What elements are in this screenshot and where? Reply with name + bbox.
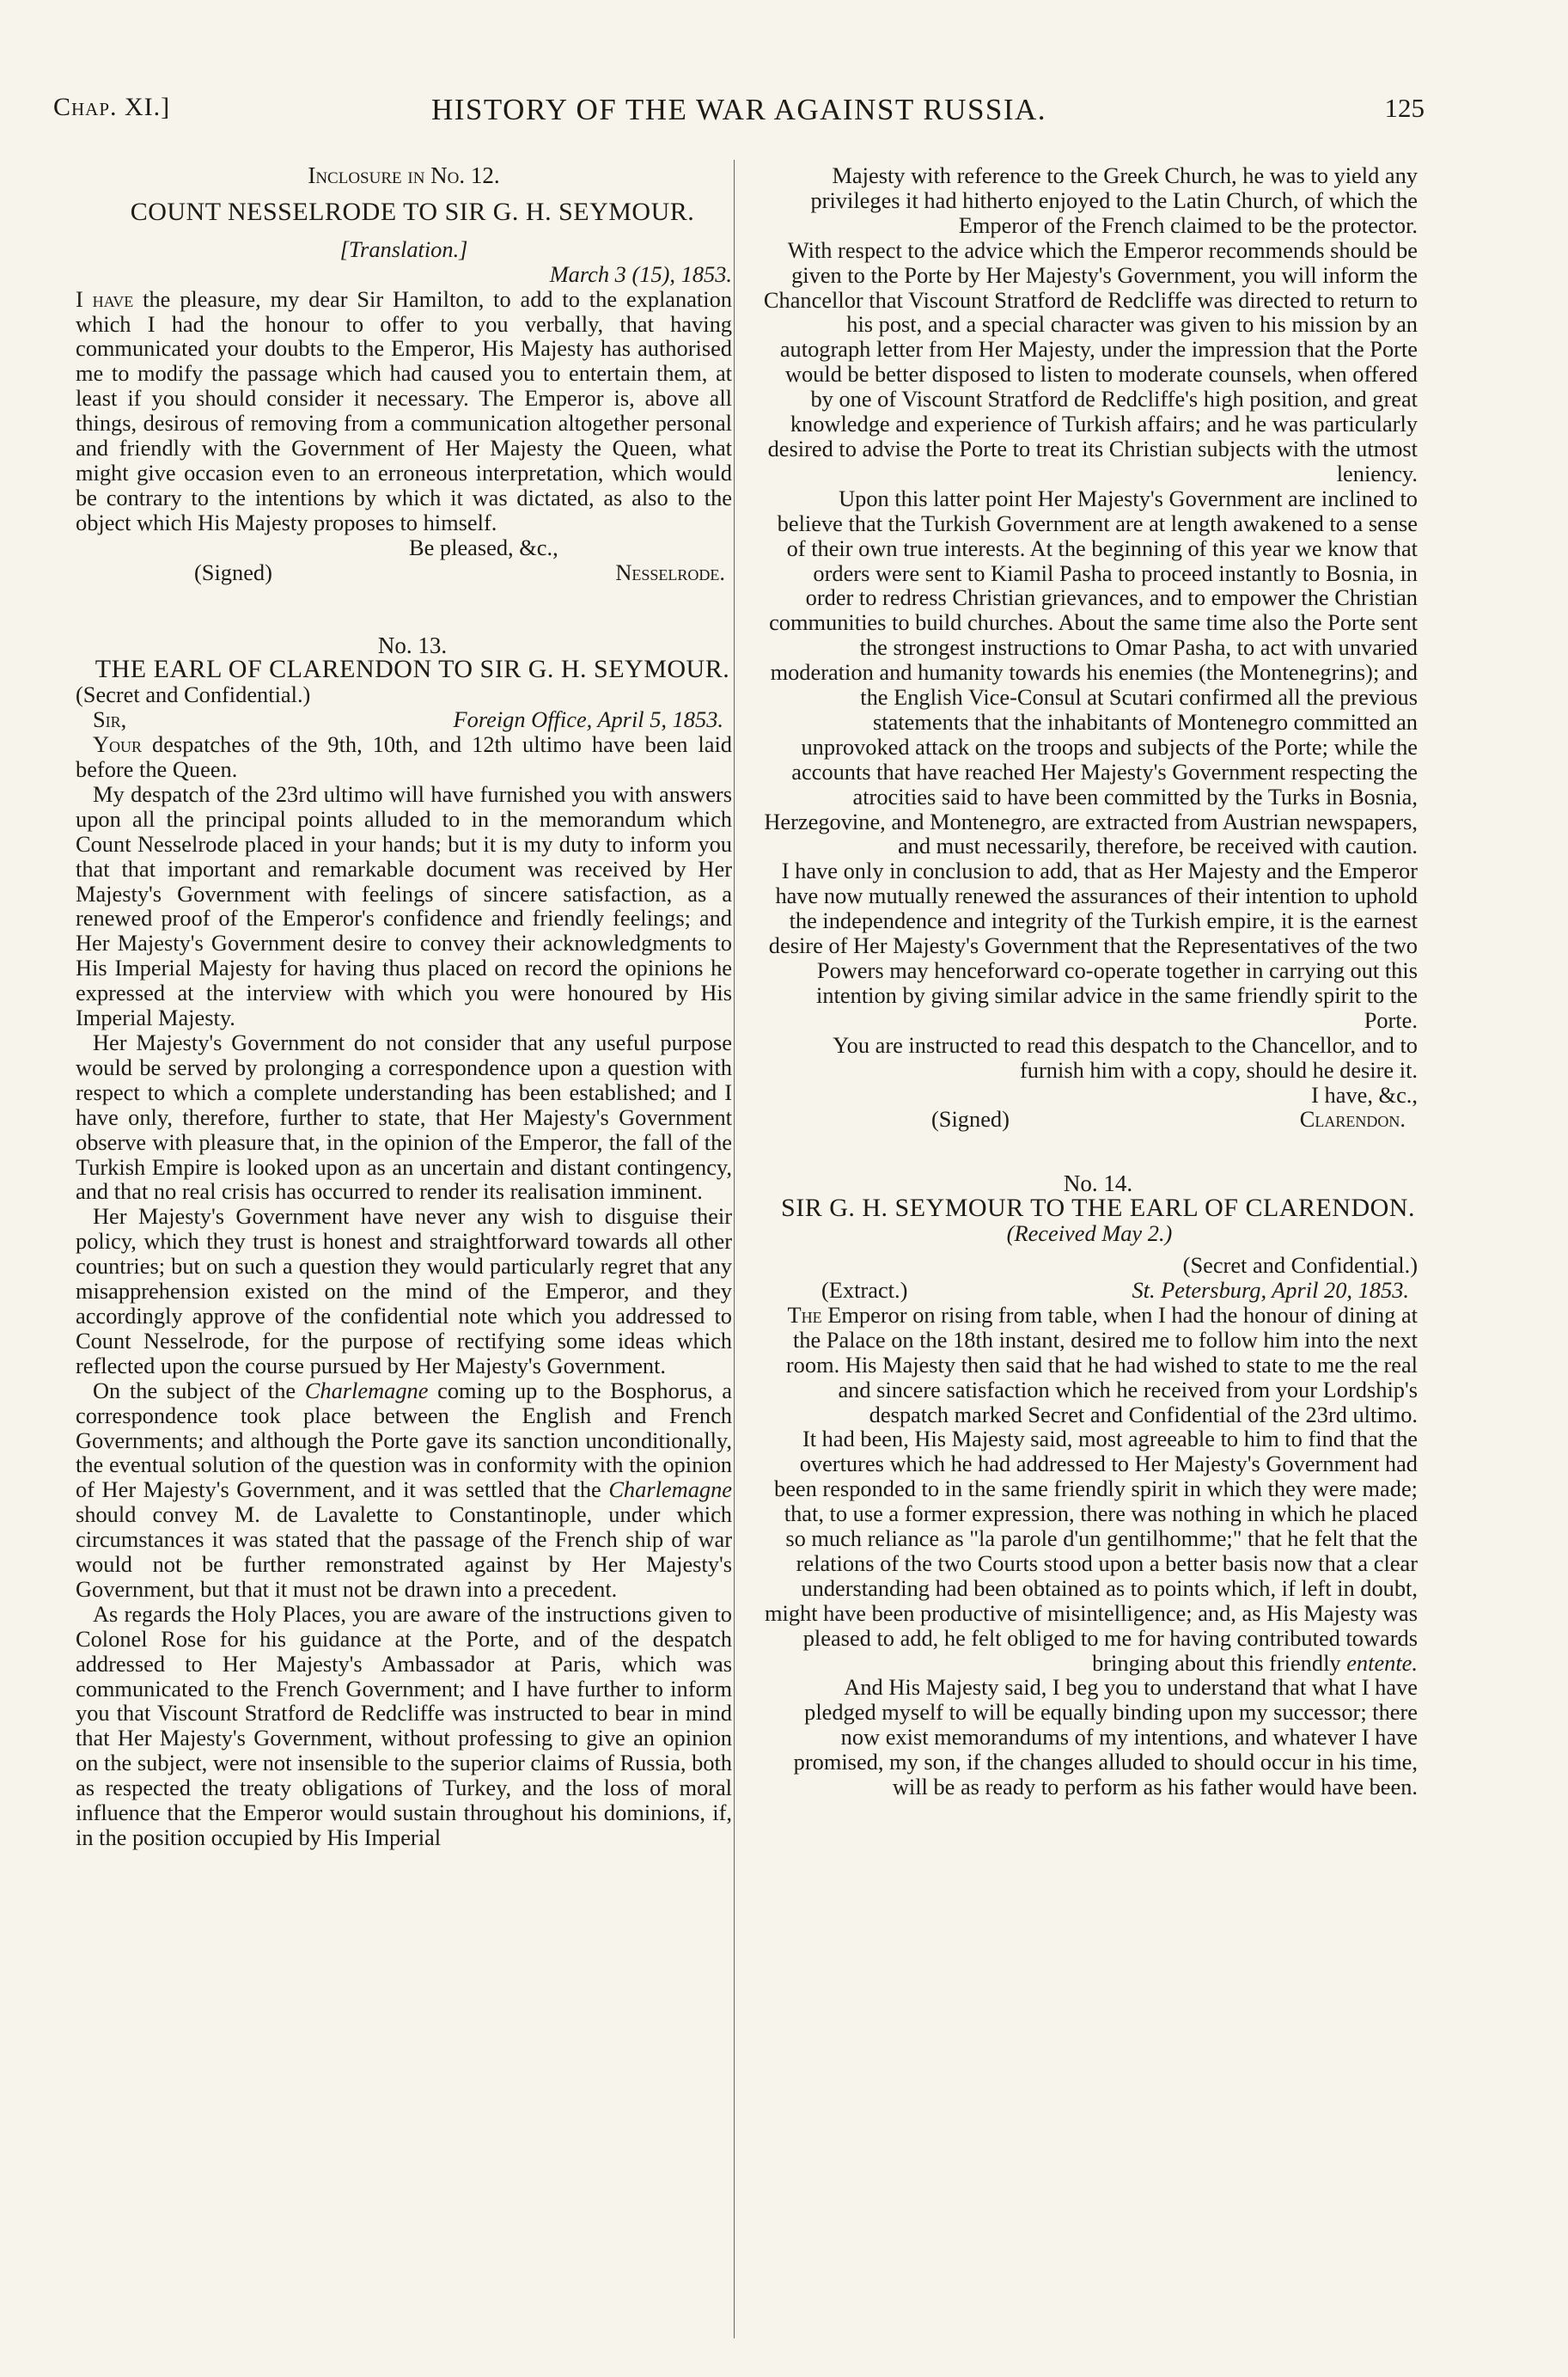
letter-title-clarendon: THE EARL OF CLARENDON TO SIR G. H. SEYMOUR. <box>95 655 730 684</box>
paragraph: I have the pleasure, my dear Sir Hamilton, to add to the explanation which I had the honour to offer to you verbally, that having communicated your doubts to the Emperor, His Majesty has authorised me to modify the passage which had caused you to entertain them, at least if you should consider it necessary. The Emperor is, above all things, desirous of removing from a communication altogether personal and friendly with the Government of Her Majesty the Queen, what might give occasion even to an erroneous interpretation, which would be contrary to the intentions by which it was dictated, as also to the object which His Majesty proposes to himself. <box>76 285 732 535</box>
received-note: (Received May 2.) <box>1006 1220 1173 1247</box>
letter-date: St. Petersburg, April 20, 1853. <box>1132 1276 1409 1303</box>
letter-date: March 3 (15), 1853. <box>549 260 732 287</box>
letter-title-seymour: SIR G. H. SEYMOUR TO THE EARL OF CLARENDON. <box>781 1194 1415 1223</box>
extract-label: (Extract.) <box>821 1276 908 1303</box>
paragraph: Your despatches of the 9th, 10th, and 12th ultimo have been laid before the Queen. <box>76 731 732 783</box>
letter-number: No. 13. <box>377 632 448 658</box>
signature-line <box>76 560 732 585</box>
paragraph: Her Majesty's Government do not consider that any useful purpose would be served by prolonging a correspondence upon a question with respect to which a complete understanding has been established; and I have only, therefore, further to state, that Her Majesty's Government observe with pleasure that, in the opinion of the Emperor, the fall of the Turkish Empire is looked upon as an uncertain and distant contingency, and that no real crisis has occurred to render its realisation imminent. <box>76 1030 732 1205</box>
salutation: Sir, <box>93 706 127 733</box>
signature-line <box>761 1107 1418 1132</box>
paragraph: On the subject of the Charlemagne coming up to the Bosphorus, a correspondence took place between the English and French Governments; and although the Porte gave its sanction unconditionally, the eventual solution of the question was in conformity with the opinion of Her Majesty's Government, and it was settled that the Charlemagne should convey M. de Lavalette to Constantinople, under which circumstances it was stated that the passage of the French ship of war would not be further remonstrated against by Her Majesty's Government, but that it must not be drawn into a precedent. <box>76 1377 732 1602</box>
signed-label: (Signed) <box>931 1106 1010 1133</box>
paragraph: My despatch of the 23rd ultimo will have furnished you with answers upon all the principal points alluded to in the memorandum which Count Nesselrode placed in your hands; but it is my duty to inform you that that important and remarkable document was received by Her Majesty's Government with feelings of sincere satisfaction, as a renewed proof of the Emperor's confidence and friendly feelings; and Her Majesty's Government desire to convey their acknowledgments to His Imperial Majesty for having thus placed on record the opinions he expressed at the interview with which you were honoured by His Imperial Majesty. <box>76 780 732 1031</box>
paragraph: Her Majesty's Government have never any wish to disguise their policy, which they trust is honest and straightforward towards all other countries; but on such a question they would particularly regret that any misapprehension existed on the mind of the Emperor, and they accordingly approve of the confidential note which you addressed to Count Nesselrode, for the purpose of rectifying some ideas which reflected upon the course pursued by Her Majesty's Government. <box>76 1203 732 1378</box>
paragraph: Upon this latter point Her Majesty's Government are inclined to believe that the Turkish Government are at length awakened to a sense of their own true interests. At the beginning of this year we know that orders were sent to Kiamil Pasha to proceed instantly to Bosnia, in order to redress Christian grievances, and to empower the Christian communities to build churches. About the same time also the Porte sent the strongest instructions to Omar Pasha, to act with unvaried moderation and humanity towards his enemies (the Montenegrins); and the English Vice-Consul at Scutari confirmed all the previous statements that the inhabitants of Montenegro committed an unprovoked attack on the troops and subjects of the Porte; while the accounts that have reached Her Majesty's Government respecting the atrocities said to have been committed by the Turks in Bosnia, Herzegovine, and Montenegro, are extracted from Austrian newspapers, and must necessarily, therefore, be received with caution. <box>764 485 1418 859</box>
translation-note: [Translation.] <box>339 235 468 262</box>
column-divider <box>734 160 735 2338</box>
paragraph: It had been, His Majesty said, most agreeable to him to find that the overtures which he had addressed to Her Majesty's Government had been responded to in the same friendly spirit in which they were made; that, to use a former expression, there was nothing in which he placed so much reliance as "la parole d'un gentilhomme;" that he felt that the relations of the two Courts stood upon a better basis now that a clear understanding had been obtained as to points which, if left in doubt, might have been productive of misintelligence; and, as His Majesty was pleased to add, he felt obliged to me for having contributed towards bringing about this friendly entente. <box>764 1426 1418 1676</box>
left-column <box>76 163 732 1850</box>
running-title: HISTORY OF THE WAR AGAINST RUSSIA. <box>430 93 1047 126</box>
paragraph: The Emperor on rising from table, when I had the honour of dining at the Palace on the 18th instant, desired me to follow him into the next room. His Majesty then said that he had wished to state to me the real and sincere satisfaction which he received from your Lordship's despatch marked Secret and Confidential of the 23rd ultimo. <box>785 1301 1418 1427</box>
page-number: 125 <box>1384 93 1425 123</box>
signed-label: (Signed) <box>194 559 272 585</box>
running-header <box>53 93 1425 132</box>
letter-title-nesselrode: COUNT NESSELRODE TO SIR G. H. SEYMOUR. <box>130 197 695 226</box>
enclosure-label: Inclosure in No. 12. <box>308 162 500 188</box>
paragraph: You are instructed to read this despatch to the Chancellor, and to furnish him with a copy, should he desire it. <box>833 1031 1418 1083</box>
confidential-note: (Secret and Confidential.) <box>76 681 311 708</box>
paragraph: With respect to the advice which the Emperor recommends should be given to the Porte by Her Majesty's Government, you will inform the Chancellor that Viscount Stratford de Redcliffe was directed to return to his post, and a special character was given to his mission by an autograph letter from Her Majesty, under the impression that the Porte would be better disposed to listen to moderate counsels, when offered by one of Viscount Stratford de Redcliffe's high position, and great knowledge and experience of Turkish affairs; and he was particularly desired to advise the Porte to treat its Christian subjects with the utmost leniency. <box>763 236 1418 486</box>
salutation-line <box>76 707 732 732</box>
signer-name: Nesselrode. <box>615 559 725 585</box>
paragraph: As regards the Holy Places, you are aware of the instructions given to Colonel Rose for his guidance at the Porte, and of the despatch addressed to Her Majesty's Ambassador at Paris, which was communicated to the French Government; and I have further to inform you that Viscount Stratford de Redcliffe was instructed to bear in mind that Her Majesty's Government, without professing to give an opinion on the subject, were not insensible to the superior claims of Russia, both as respected the treaty obligations of Turkey, and the loss of moral influence that the Emperor would sustain throughout his dominions, if, in the position occupied by His Imperial <box>76 1600 732 1850</box>
paragraph: Majesty with reference to the Greek Church, he was to yield any privileges it had hitherto enjoyed to the Latin Church, of which the Emperor of the French claimed to be the protector. <box>810 162 1418 238</box>
closing: Be pleased, &c., <box>409 534 558 560</box>
letter-date: Foreign Office, April 5, 1853. <box>453 706 723 733</box>
paragraph: And His Majesty said, I beg you to understand that what I have pledged myself to will be equally binding upon my successor; there now exist memorandums of my intentions, and whatever I have promised, my son, if the changes alluded to should occur in his time, will be as ready to perform as his father would have been. <box>793 1674 1418 1800</box>
confidential-note: (Secret and Confidential.) <box>1182 1252 1418 1279</box>
closing: I have, &c., <box>1311 1081 1418 1108</box>
paragraph: I have only in conclusion to add, that as Her Majesty and the Emperor have now mutually renewed the assurances of their intention to uphold the independence and integrity of the Turkish empire, it is the earnest desire of Her Majesty's Government that the Representatives of the two Powers may henceforward co-operate together in carrying out this intention by giving similar advice in the same friendly spirit to the Porte. <box>768 858 1418 1033</box>
chapter-label: Chap. XI.] <box>53 93 171 121</box>
signer-name: Clarendon. <box>1299 1106 1406 1133</box>
letter-number: No. 14. <box>1063 1170 1133 1197</box>
right-column <box>761 163 1418 1800</box>
extract-line <box>761 1278 1418 1303</box>
